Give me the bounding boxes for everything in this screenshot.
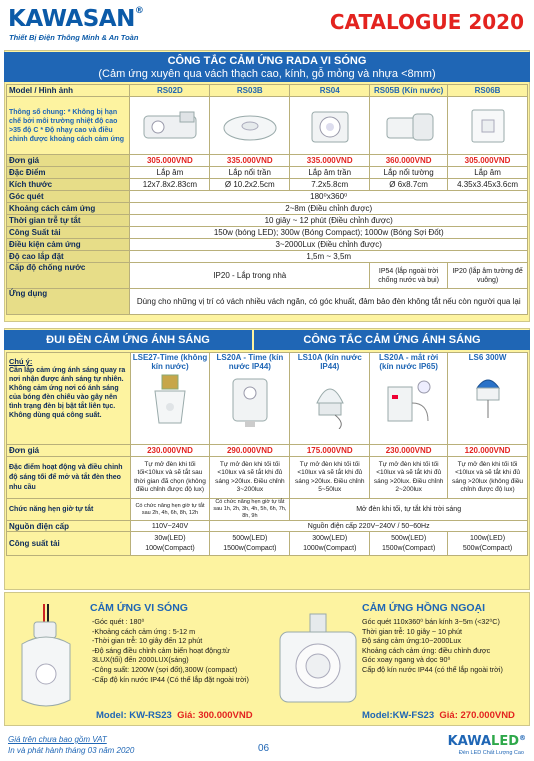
model-ls10a: LS10A (kín nước IP44)	[297, 353, 362, 371]
feature-rs02d: Lắp âm	[130, 167, 210, 179]
radar-subtitle: (Cảm ứng xuyên qua vách thạch cao, kính, gỗ mỏng và nhựa <8mm)	[98, 68, 436, 80]
power-led-4: 100w(LED)	[470, 534, 506, 542]
power-led-1: 500w(LED)	[232, 534, 268, 542]
product-lse27	[130, 353, 210, 445]
model-lse27: LSE27-Time (không kín nước)	[132, 353, 208, 371]
price-rs06b: 305.000VND	[448, 155, 528, 167]
ip-indoor: IP20 - Lắp trong nhà	[130, 263, 370, 289]
size-rs05b: Ø 6x8.7cm	[370, 179, 448, 191]
size-rs04: 7.2x5.8cm	[290, 179, 370, 191]
height-value: 1,5m ~ 3,5m	[130, 251, 528, 263]
radar-spec-2: -Thời gian trễ: 10 giây đến 12 phút	[92, 636, 203, 646]
source-a: 110V~240V	[130, 521, 210, 532]
product-image-rs05b	[370, 97, 448, 155]
infrared-card-model	[362, 710, 515, 721]
light-price-label: Đơn giá	[7, 445, 131, 457]
model-rs04: RS04	[290, 85, 370, 97]
power-led-0: 30w(LED)	[154, 534, 186, 542]
infrared-model-text: Model:KW-FS23	[362, 710, 435, 721]
page-number: 06	[258, 743, 270, 754]
light-spec-table	[6, 352, 528, 556]
light-switch-title: CÔNG TẮC CẢM ỨNG ÁNH SÁNG	[254, 330, 530, 350]
radar-spec-table	[6, 84, 528, 315]
angle-value: 180⁰x360⁰	[130, 191, 528, 203]
sensor-box-icon	[225, 373, 275, 429]
product-ls20a-time	[210, 353, 290, 445]
vat-note: Giá trên chưa bao gồm VAT	[8, 735, 107, 744]
infrared-spec-3: Khoảng cách cảm ứng: điều chỉnh được	[362, 645, 491, 655]
brand-logo	[8, 6, 143, 32]
distance-value: 2~8m (Điều chỉnh được)	[130, 203, 528, 215]
general-note: Thông số chung: * Không bị hạn chế bởi môi trường nhiệt độ cao >35 độ C * Độ nhạy cao và điều chỉnh được khoảng cách cảm ứng	[7, 97, 130, 155]
light-power-0	[130, 532, 210, 556]
note-text: Cần lắp cảm ứng ánh sáng quay ra nơi nhận được ánh sáng tự nhiên. Không cảm ứng nơi có ánh sáng của bóng đèn chiếu vào gây nên tình trạng đèn bị bật tắt liên tục. Không dùng quá công suất.	[9, 367, 126, 419]
light-power-2	[290, 532, 370, 556]
light-power-1	[210, 532, 290, 556]
light-price-1: 290.000VND	[210, 445, 290, 457]
price-rs02d: 305.000VND	[130, 155, 210, 167]
radar-card-list	[92, 617, 262, 684]
model-ls6: LS6 300W	[468, 353, 507, 362]
page-header	[0, 0, 534, 50]
light-note	[7, 353, 131, 445]
model-rs03b: RS03B	[210, 85, 290, 97]
power-cmp-0: 100w(Compact)	[145, 544, 195, 552]
light-price-0: 230.000VND	[130, 445, 210, 457]
power-led-3: 500w(LED)	[391, 534, 427, 542]
light-feature-3: Tự mở đèn khi tối tối <10lux và sẽ tắt khi đủ sáng >20lux. Điều chỉnh 2~200lux	[370, 457, 448, 499]
timer-a: Có chức năng hẹn giờ tự tắt sau 2h, 4h, 6h, 8h, 12h	[130, 499, 210, 521]
infrared-spec-1: Thời gian trễ: 10 giây ~ 10 phút	[362, 626, 463, 636]
infrared-spec-0: Góc quét 110x360⁰ bán kính 3~5m (<32⁰C)	[362, 617, 500, 626]
product-image-rs02d	[130, 97, 210, 155]
ip-label: Cấp độ chống nước	[7, 263, 130, 289]
light-socket-title: ĐUI ĐÈN CẢM ỨNG ÁNH SÁNG	[4, 330, 252, 350]
radar-spec-1: -Khoảng cách cảm ứng : 5-12 m	[92, 626, 196, 636]
timer-c: Mở đèn khi tối, tự tắt khi trời sáng	[290, 499, 528, 521]
kawaled-logo	[448, 734, 526, 749]
model-ls20a-time: LS20A - Time (kín nước IP44)	[216, 353, 284, 371]
size-rs02d: 12x7.8x2.83cm	[130, 179, 210, 191]
footer-notes	[8, 734, 134, 756]
angle-label: Góc quét	[7, 191, 130, 203]
app-label: Ứng dụng	[7, 289, 130, 315]
brand-tagline: Thiết Bị Điện Thông Minh & An Toàn	[9, 33, 139, 42]
radar-spec-5: -Cấp độ kín nước IP44 (Có thể lắp đặt ngoài trời)	[92, 674, 249, 684]
light-power-3	[370, 532, 448, 556]
delay-label: Thời gian trễ tự tắt	[7, 215, 130, 227]
infrared-spec-2: Độ sáng cảm ứng:10~2000Lux	[362, 636, 461, 646]
lux-label: Điều kiện cảm ứng	[7, 239, 130, 251]
light-power-4	[448, 532, 528, 556]
power-cmp-1: 1500w(Compact)	[223, 544, 277, 552]
feature-rs03b: Lắp nổi trần	[210, 167, 290, 179]
app-value: Dùng cho những vị trí có vách nhiều vách ngăn, có góc khuất, đảm bảo đèn không tắt nếu còn người qua lại	[130, 289, 528, 315]
radar-title: CÔNG TẮC CẢM ỨNG RADA VI SÓNG	[167, 55, 367, 67]
light-feature-1: Tự mở đèn khi tối tối <10lux và sẽ tắt khi đủ sáng >20lux. Điều chỉnh 3~200lux	[210, 457, 290, 499]
radar-sensor-image	[14, 604, 78, 714]
light-feature-4: Tự mở đèn khi tối tối <10lux và sẽ tắt khi đủ sáng >20lux (không điều chỉnh được độ lux)	[448, 457, 528, 499]
price-rs03b: 335.000VND	[210, 155, 290, 167]
radar-card-model	[96, 710, 253, 721]
model-rs02d: RS02D	[130, 85, 210, 97]
infrared-spec-5: Cấp độ kín nước IP44 (có thể lắp ngoài trời)	[362, 664, 503, 674]
light-price-4: 120.000VND	[448, 445, 528, 457]
radar-price-text: Giá: 300.000VND	[177, 710, 253, 721]
power-led-2: 300w(LED)	[312, 534, 348, 542]
product-ls6	[448, 353, 528, 445]
dome-sensor-icon	[305, 373, 355, 429]
product-image-rs06b	[448, 97, 528, 155]
feature-label: Đặc Điểm	[7, 167, 130, 179]
price-rs05b: 360.000VND	[370, 155, 448, 167]
radar-spec-3: -Độ sáng điều chỉnh cảm biến hoạt động:từ 3LUX(tối) đến 2000LUX(sáng)	[92, 645, 230, 665]
socket-icon	[145, 373, 195, 429]
size-rs06b: 4.35x3.45x3.6cm	[448, 179, 528, 191]
price-label: Đơn giá	[7, 155, 130, 167]
radar-section-header	[4, 52, 530, 82]
registered-mark: ®	[134, 6, 144, 16]
light-price-2: 175.000VND	[290, 445, 370, 457]
radar-spec-4: -Công suất: 1200W (sợi đốt),300W (compact)	[92, 664, 238, 674]
light-feature-label: Đặc điểm hoạt động và điều chỉnh độ sáng tối để mở và tắt đèn theo nhu cầu	[7, 457, 131, 499]
product-image-rs04	[290, 97, 370, 155]
source-b: Nguồn điện cấp 220V~240V / 50~60Hz	[210, 521, 528, 532]
radar-model-text: Model: KW-RS23	[96, 710, 172, 721]
power-value: 150w (bóng LED); 300w (Bóng Compact); 1000w (Bóng Sợi Đốt)	[130, 227, 528, 239]
feature-rs05b: Lắp nổi tường	[370, 167, 448, 179]
timer-label: Chức năng hẹn giờ tự tắt	[7, 499, 131, 521]
distance-label: Khoảng cách cảm ứng	[7, 203, 130, 215]
infrared-card-title: CẢM ỨNG HỒNG NGOẠI	[362, 602, 486, 614]
source-label: Nguồn điện cấp	[7, 521, 131, 532]
model-ls20a-eye: LS20A - mắt rời (kín nước IP65)	[379, 353, 439, 371]
feature-rs04: Lắp âm trần	[290, 167, 370, 179]
power-cmp-4: 500w(Compact)	[462, 544, 513, 552]
radar-spec-0: -Góc quét : 180⁰	[92, 617, 145, 626]
radar-card-title: CẢM ỨNG VI SÓNG	[90, 602, 188, 614]
product-image-rs03b	[210, 97, 290, 155]
model-label: Model / Hình ảnh	[7, 85, 130, 97]
infrared-sensor-image	[276, 610, 360, 714]
model-rs05b: RS05B (Kín nước)	[370, 85, 448, 97]
product-ls10a	[290, 353, 370, 445]
height-label: Độ cao lắp đặt	[7, 251, 130, 263]
size-rs03b: Ø 10.2x2.5cm	[210, 179, 290, 191]
lux-value: 3~2000Lux (Điều chỉnh được)	[130, 239, 528, 251]
din-rail-sensor-icon	[384, 373, 434, 429]
light-price-3: 230.000VND	[370, 445, 448, 457]
price-rs04: 335.000VND	[290, 155, 370, 167]
kawaled-tagline: Đèn LED Chất Lượng Cao	[458, 750, 524, 756]
delay-value: 10 giây ~ 12 phút (Điều chỉnh được)	[130, 215, 528, 227]
brand-name: KAWASAN	[8, 6, 135, 32]
infrared-card-list	[362, 617, 522, 675]
cap-sensor-icon	[463, 364, 513, 420]
kawaled-part-b: LED	[491, 734, 519, 749]
size-label: Kích thước	[7, 179, 130, 191]
light-feature-2: Tự mở đèn khi tối tối <10lux và sẽ tắt khi đủ sáng >20lux. Điều chỉnh 5~50lux	[290, 457, 370, 499]
light-power-label: Công suất tải	[7, 532, 131, 556]
power-cmp-3: 1500w(Compact)	[381, 544, 436, 552]
model-rs06b: RS06B	[448, 85, 528, 97]
kawaled-tm: ®	[519, 734, 526, 742]
infrared-spec-4: Góc xoay ngang và dọc 90⁰	[362, 655, 451, 665]
power-cmp-2: 1000w(Compact)	[303, 544, 357, 552]
ip-rs05b: IP54 (lắp ngoài trời chống nước và bụi)	[370, 263, 448, 289]
product-ls20a-eye	[370, 353, 448, 445]
light-feature-0: Tự mở đèn khi tối tối<10lux và sẽ tắt sau thời gian đã chọn (không điều chỉnh được độ lux)	[130, 457, 210, 499]
power-label: Công Suất tải	[7, 227, 130, 239]
feature-rs06b: Lắp âm	[448, 167, 528, 179]
kawaled-part-a: KAWA	[447, 734, 492, 749]
timer-b: Có chức năng hẹn giờ tự tắt sau 1h, 2h, 3h, 4h, 5h, 6h, 7h, 8h, 9h	[210, 499, 290, 521]
print-note: In và phát hành tháng 03 năm 2020	[8, 746, 135, 755]
note-title: Chú ý:	[9, 357, 33, 366]
catalogue-title: CATALOGUE 2020	[329, 10, 524, 34]
infrared-price-text: Giá: 270.000VND	[439, 710, 515, 721]
ip-rs06b: IP20 (lắp âm tường đế vuông)	[448, 263, 528, 289]
